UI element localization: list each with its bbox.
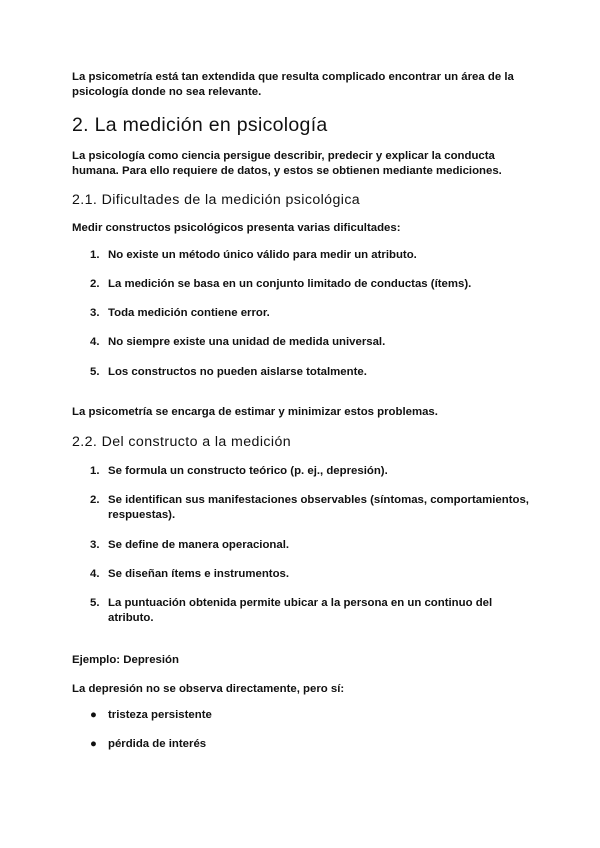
list-number: 5. [90,597,100,609]
list-item [90,365,540,380]
list-number: 2. [90,278,100,290]
list-item [90,567,540,582]
list-item [90,248,540,263]
bullet-icon: ● [90,709,97,721]
bullet-text: pérdida de interés [108,738,207,750]
list-item [90,493,540,523]
bullet-item [90,737,540,752]
list-item [90,306,540,321]
list-number: 1. [90,249,100,261]
list-text: Los constructos no pueden aislarse totalmente. [108,366,367,378]
list-text: La puntuación obtenida permite ubicar a la persona en un continuo del atributo. [108,597,493,624]
example-heading: Ejemplo: Depresión [72,654,179,666]
list-text: Se define de manera operacional. [108,539,290,551]
list-text: No siempre existe una unidad de medida universal. [108,336,386,348]
section-2-title: 2. La medición en psicología [72,114,328,136]
list-item [90,464,540,479]
list-item [90,277,540,292]
list-text: Se formula un constructo teórico (p. ej., depresión). [108,465,388,477]
list-text: Se identifican sus manifestaciones observables (síntomas, comportamientos, respuestas). [108,494,529,521]
section-2-1-title: 2.1. Dificultades de la medición psicológica [72,192,361,208]
list-item [90,335,540,350]
intro-paragraph: La psicometría está tan extendida que resulta complicado encontrar un área de la psicología donde no sea relevante. [72,71,514,98]
list-text: Se diseñan ítems e instrumentos. [108,568,290,580]
list-number: 5. [90,366,100,378]
list-item [90,538,540,553]
list-text: La medición se basa en un conjunto limitado de conductas (ítems). [108,278,472,290]
bullet-text: tristeza persistente [108,709,212,721]
list-text: Toda medición contiene error. [108,307,270,319]
list-text: No existe un método único válido para medir un atributo. [108,249,417,261]
section-2-paragraph: La psicología como ciencia persigue describir, predecir y explicar la conducta humana. Para ello requiere de datos, y estos se obtienen mediante mediciones. [72,150,502,177]
example-lead: La depresión no se observa directamente, pero sí: [72,683,345,695]
list-number: 4. [90,336,100,348]
section-2-2-title: 2.2. Del constructo a la medición [72,434,292,450]
list-number: 3. [90,307,100,319]
bullet-icon: ● [90,738,97,750]
bullet-item [90,708,540,723]
list-number: 3. [90,539,100,551]
section-2-1-lead: Medir constructos psicológicos presenta varias dificultades: [72,222,401,234]
list-number: 2. [90,494,100,506]
list-number: 1. [90,465,100,477]
list-number: 4. [90,568,100,580]
section-2-1-closing: La psicometría se encarga de estimar y minimizar estos problemas. [72,406,438,418]
list-item [90,596,540,626]
